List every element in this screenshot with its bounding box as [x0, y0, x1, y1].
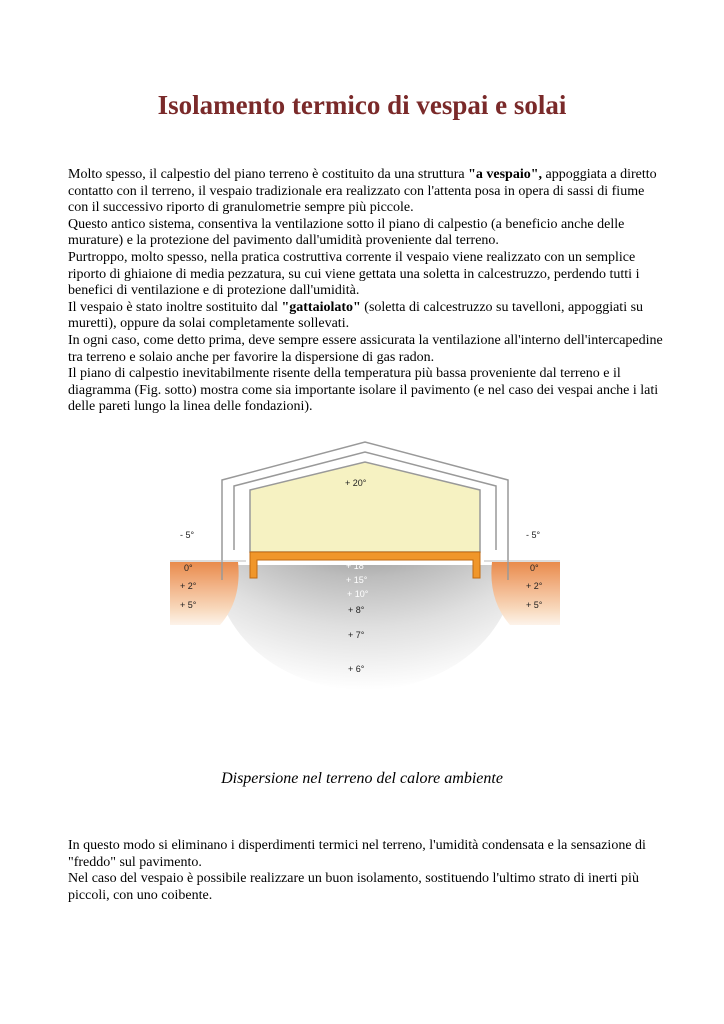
intro-text [68, 167, 668, 416]
text-span: Molto spesso, il calpestio del piano terreno è costituito da una struttura [68, 167, 469, 182]
paragraph-coibente: Nel caso del vespaio è possibile realizzare un buon isolamento, sostituendo l'ultimo strato di inerti più piccoli, con uno coibente. [68, 871, 639, 903]
bold-term-gattaiolato: "gattaiolato" [281, 299, 361, 315]
outside-right-label: + 2° [526, 581, 543, 591]
ground-temperature-label: + 18° [346, 561, 368, 571]
paragraph-ghiaione: Purtroppo, molto spesso, nella pratica costruttiva corrente il vespaio viene realizzato con un semplice riporto di ghiaione di media pezzatura, su cui viene gettata una soletta in calcestruzzo, perdendo tutti i benefici di ventilazione e di protezione dall'umidità. [68, 249, 640, 299]
paragraph-diagramma: Il piano di calpestio inevitabilmente risente della temperatura più bassa proveniente dal terreno e il diagramma (Fig. sotto) mostra come sia importante isolare il pavimento (e nel caso dei vespai anche i lati delle pareti lungo la linea delle fondazioni). [68, 366, 659, 415]
heat-dispersion-diagram [150, 440, 580, 690]
ground-temperature-label: + 15° [346, 575, 368, 585]
text-span: appoggiata a diretto contatto con il terreno, il vespaio tradizionale era realizzato con l'attenta posa in opera di sassi di fiume con il successivo riporto di granulometrie sempre più piccole. [68, 167, 657, 216]
paragraph-radon: In ogni caso, come detto prima, deve sempre essere assicurata la ventilazione all'interno dell'intercapedine tra terreno e solaio anche per favorire la dispersione di gas radon. [68, 332, 663, 365]
outside-left-label: 0° [184, 563, 193, 573]
outside-right-label: - 5° [526, 530, 541, 540]
outro-text [68, 838, 668, 904]
ground-temperature-label: + 7° [348, 630, 365, 640]
paragraph-gattaiolato [68, 300, 668, 333]
text-span: Il vespaio è stato inoltre sostituito dal [68, 299, 282, 315]
outside-right-label: + 5° [526, 600, 543, 610]
ground-temperature-label: + 8° [348, 605, 365, 615]
paragraph-vespaio [68, 167, 668, 217]
ground-temperature-label: + 6° [348, 664, 365, 674]
bold-term-vespaio: "a vespaio", [468, 167, 542, 182]
paragraph-conclusione: In questo modo si eliminano i disperdimenti termici nel terreno, l'umidità condensata e la sensazione di "freddo" sul pavimento. [68, 838, 646, 870]
paragraph-ventilazione: Questo antico sistema, consentiva la ventilazione sotto il piano di calpestio (a beneficio anche delle murature) e la protezione del pavimento dall'umidità proveniente dal terreno. [68, 216, 625, 249]
outside-left-label: + 2° [180, 581, 197, 591]
ground-temperature-label: + 10° [347, 589, 369, 599]
figure-caption: Dispersione nel terreno del calore ambiente [221, 770, 503, 787]
page-title: Isolamento termico di vespai e solai [157, 90, 567, 120]
text-span: (soletta di calcestruzzo su tavelloni, appoggiati su muretti), oppure da solai completamente sollevati. [68, 299, 644, 332]
heat-dispersion-figure [150, 440, 580, 690]
inside-temperature-label: + 20° [345, 478, 367, 488]
outside-left-label: - 5° [180, 530, 195, 540]
outside-left-label: + 5° [180, 600, 197, 610]
outside-right-label: 0° [530, 563, 539, 573]
